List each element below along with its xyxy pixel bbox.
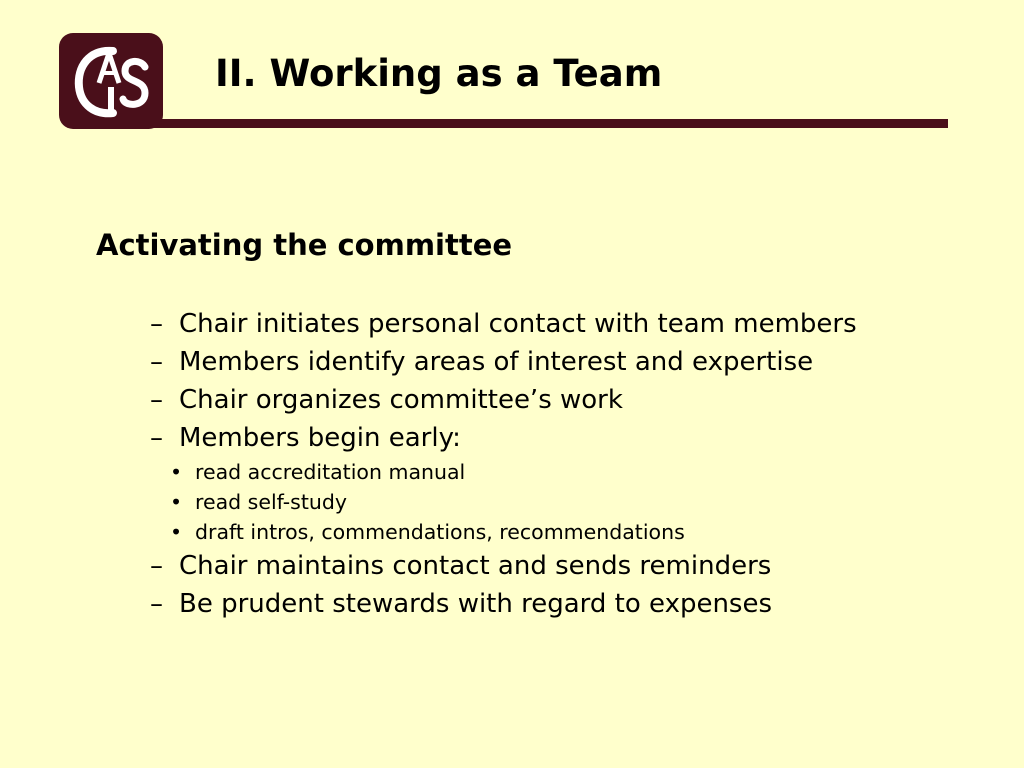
sub-list-item-text: read self-study (195, 490, 348, 514)
dash-marker: – (150, 385, 163, 415)
list-item (150, 305, 857, 343)
sub-list-item (150, 487, 857, 517)
slide-title: II. Working as a Team (215, 52, 663, 95)
list-item (150, 343, 857, 381)
bullet-list (150, 305, 857, 623)
list-item-text: Members begin early: (179, 423, 461, 453)
list-item-text: Chair organizes committee’s work (179, 385, 623, 415)
bullet-marker: • (170, 490, 183, 514)
dash-marker: – (150, 589, 163, 619)
list-item-text: Members identify areas of interest and expertise (179, 347, 814, 377)
ais-logo (59, 33, 163, 129)
sub-list-item-text: read accreditation manual (195, 460, 466, 484)
list-item (150, 419, 857, 457)
dash-marker: – (150, 423, 163, 453)
list-item-text: Be prudent stewards with regard to expenses (179, 589, 773, 619)
list-item-text: Chair maintains contact and sends reminders (179, 551, 772, 581)
list-item-text: Chair initiates personal contact with team members (179, 309, 857, 339)
sub-list-item (150, 517, 857, 547)
dash-marker: – (150, 551, 163, 581)
dash-marker: – (150, 309, 163, 339)
sub-bullet-list (150, 457, 857, 547)
sub-list-container (150, 457, 857, 547)
title-underline-rule (150, 119, 948, 128)
bullet-marker: • (170, 520, 183, 544)
bullet-marker: • (170, 460, 183, 484)
ais-monogram-icon (59, 33, 163, 129)
dash-marker: – (150, 347, 163, 377)
sub-list-item-text: draft intros, commendations, recommendations (195, 520, 685, 544)
sub-list-item (150, 457, 857, 487)
list-item (150, 547, 857, 585)
list-item (150, 381, 857, 419)
list-item (150, 585, 857, 623)
section-heading: Activating the committee (96, 228, 513, 262)
